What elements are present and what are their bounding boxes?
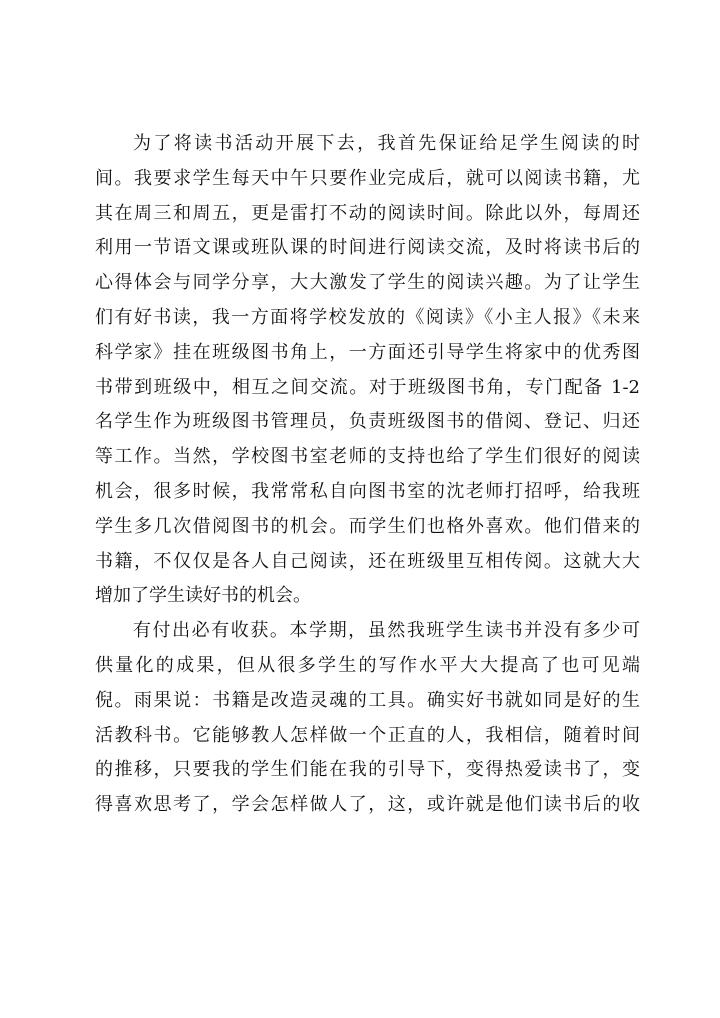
text-line: 们有好书读，我一方面将学校发放的《阅读》《小主人报》《未来: [95, 306, 640, 328]
text-line: 机会，很多时候，我常常私自向图书室的沈老师打招呼，给我班: [95, 480, 640, 502]
text-line: 供量化的成果，但从很多学生的写作水平大大提高了也可见端: [95, 654, 640, 676]
text-line: 倪。雨果说：书籍是改造灵魂的工具。确实好书就如同是好的生: [95, 689, 640, 711]
text-line: 书籍，不仅仅是各人自己阅读，还在班级里互相传阅。这就大大: [95, 550, 640, 572]
text-line: 等工作。当然，学校图书室老师的支持也给了学生们很好的阅读: [95, 446, 640, 468]
text-line: 有付出必有收获。本学期，虽然我班学生读书并没有多少可: [133, 620, 640, 642]
text-line: 得喜欢思考了，学会怎样做人了，这，或许就是他们读书后的收: [95, 794, 640, 816]
paragraph-harvest: [95, 614, 640, 823]
text-line: 增加了学生读好书的机会。: [95, 585, 311, 607]
text-line: 书带到班级中，相互之间交流。对于班级图书角，专门配备 1-2: [95, 376, 640, 398]
text-line: 为了将读书活动开展下去，我首先保证给足学生阅读的时: [133, 133, 640, 154]
text-line: 利用一节语文课或班队课的时间进行阅读交流，及时将读书后的: [95, 237, 640, 259]
text-line: 间。我要求学生每天中午只要作业完成后，就可以阅读书籍，尤: [95, 167, 640, 189]
paragraph-reading-activities: [95, 127, 640, 614]
text-line: 的推移，只要我的学生们能在我的引导下，变得热爱读书了，变: [95, 759, 640, 781]
text-line: 心得体会与同学分享，大大激发了学生的阅读兴趣。为了让学生: [95, 272, 640, 294]
text-line: 学生多几次借阅图书的机会。而学生们也格外喜欢。他们借来的: [95, 515, 640, 537]
text-line: 名学生作为班级图书管理员，负责班级图书的借阅、登记、归还: [95, 411, 640, 433]
text-line: 其在周三和周五，更是雷打不动的阅读时间。除此以外，每周还: [95, 202, 640, 224]
text-line: 活教科书。它能够教人怎样做一个正直的人，我相信，随着时间: [95, 724, 640, 746]
document-body: [95, 127, 640, 823]
text-line: 科学家》挂在班级图书角上，一方面还引导学生将家中的优秀图: [95, 341, 640, 363]
